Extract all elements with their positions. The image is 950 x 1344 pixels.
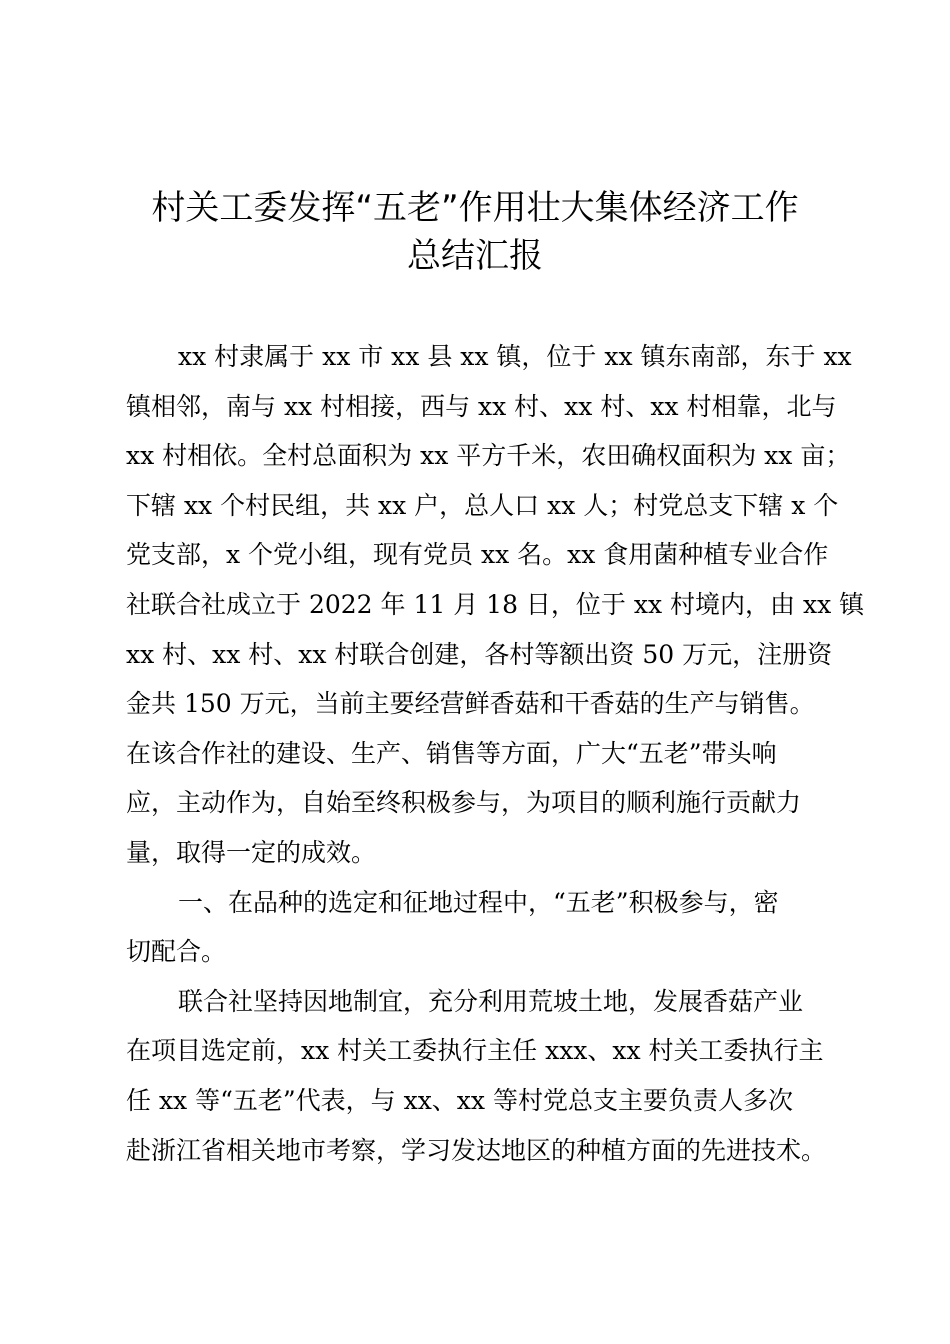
- text-line: 应，主动作为，自始至终积极参与，为项目的顺利施行贡献力: [126, 788, 802, 818]
- section-heading-1: [126, 878, 866, 977]
- text-line: 社联合社成立于 2022 年 11 月 18 日，位于 xx 村境内，由 xx 镇: [126, 589, 865, 619]
- heading-line: 切配合。: [126, 937, 227, 967]
- paragraph-section-1: [126, 977, 866, 1175]
- document-body: [126, 332, 866, 1175]
- document-title-line-2: 总结汇报: [407, 236, 543, 276]
- paragraph-intro: [126, 332, 866, 878]
- heading-line: 一、在品种的选定和征地过程中，“五老”积极参与，密: [178, 887, 779, 917]
- document-title-line-1: 村关工委发挥“五老”作用壮大集体经济工作: [151, 188, 799, 228]
- text-line: 党支部，x 个党小组，现有党员 xx 名。xx 食用菌种植专业合作: [126, 540, 829, 570]
- text-line: xx 村隶属于 xx 市 xx 县 xx 镇，位于 xx 镇东南部，东于 xx: [178, 342, 852, 371]
- text-line: 在项目选定前，xx 村关工委执行主任 xxx、xx 村关工委执行主: [126, 1036, 824, 1066]
- text-line: 镇相邻，南与 xx 村相接，西与 xx 村、xx 村、xx 村相靠，北与: [126, 391, 837, 421]
- text-line: 任 xx 等“五老”代表，与 xx、xx 等村党总支主要负责人多次: [126, 1085, 793, 1115]
- text-line: 赴浙江省相关地市考察，学习发达地区的种植方面的先进技术。: [126, 1135, 827, 1165]
- text-line: 量，取得一定的成效。: [126, 837, 377, 867]
- text-line: 在该合作社的建设、生产、销售等方面，广大“五老”带头响: [126, 738, 777, 768]
- text-line: 金共 150 万元，当前主要经营鲜香菇和干香菇的生产与销售。: [126, 689, 815, 719]
- text-line: xx 村相依。全村总面积为 xx 平方千米，农田确权面积为 xx 亩；: [126, 441, 851, 471]
- text-line: 下辖 xx 个村民组，共 xx 户，总人口 xx 人；村党总支下辖 x 个: [126, 490, 839, 520]
- text-line: 联合社坚持因地制宜，充分利用荒坡土地，发展香菇产业: [178, 986, 804, 1016]
- text-line: xx 村、xx 村、xx 村联合创建，各村等额出资 50 万元，注册资: [126, 639, 833, 669]
